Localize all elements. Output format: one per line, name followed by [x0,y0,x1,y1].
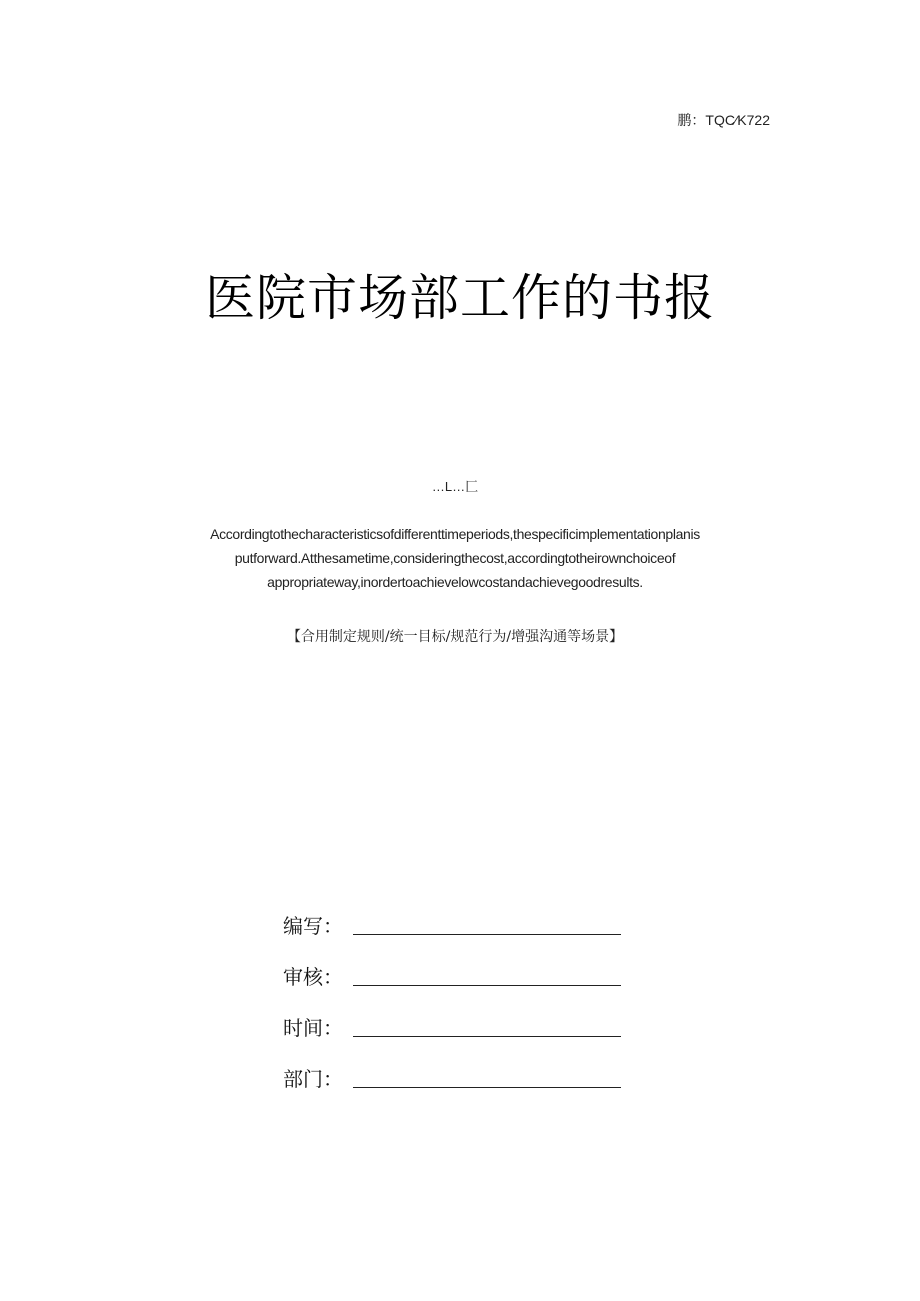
english-abstract [150,522,760,594]
subtitle-mark: …L…匚 [431,479,479,494]
document-title: 医院市场部工作的书报 [205,269,715,327]
signoff-row-department [283,1041,628,1092]
abstract-line: Accordingtothecharacteristicsofdifferenttimeperiods,thespecificimplementationplanis [210,526,700,542]
signoff-row-reviewer [283,939,628,990]
document-code: 鹏：TQC⁄K722 [677,112,770,128]
signoff-blank-line [353,914,621,935]
signoff-label: 部门： [283,1067,343,1091]
signoff-blank-line [353,965,621,986]
usage-scope: 【合用制定规则/统一目标/规范行为/增强沟通等场景】 [286,629,624,645]
signoff-label: 审核： [283,965,343,989]
signoff-blank-line [353,1067,621,1088]
signoff-block [283,888,628,1092]
abstract-line: putforward.Atthesametime,consideringthecost,accordingtotheirownchoiceof [234,550,676,566]
signoff-label: 时间： [283,1016,343,1040]
abstract-line: appropriateway,inordertoachievelowcostandachievegoodresults. [267,574,643,590]
signoff-row-author [283,888,628,939]
signoff-blank-line [353,1016,621,1037]
signoff-row-date [283,990,628,1041]
signoff-label: 编写： [283,914,343,938]
